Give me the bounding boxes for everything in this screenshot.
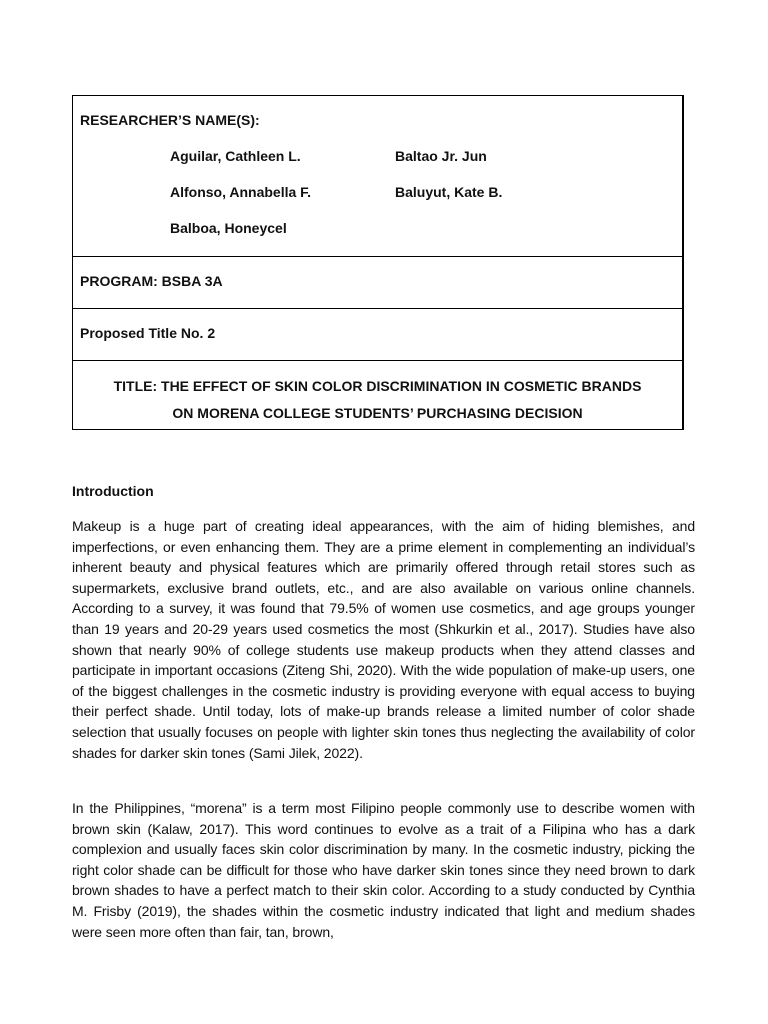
research-title-line-1: TITLE: THE EFFECT OF SKIN COLOR DISCRIMINATION IN COSMETIC BRANDS <box>113 378 642 394</box>
title-row <box>73 361 682 429</box>
researchers-row <box>73 96 682 257</box>
proposed-title-label: Proposed Title No. 2 <box>80 325 216 341</box>
research-title <box>73 373 682 427</box>
program-label: PROGRAM: BSBA 3A <box>80 273 223 289</box>
program-row <box>73 257 682 309</box>
researcher-name: Alfonso, Annabella F. <box>170 184 312 200</box>
research-title-line-2: ON MORENA COLLEGE STUDENTS’ PURCHASING DECISION <box>172 405 583 421</box>
researcher-name: Baluyut, Kate B. <box>395 184 503 200</box>
section-heading: Introduction <box>72 483 154 499</box>
body-paragraph: In the Philippines, “morena” is a term most Filipino people commonly use to describe women with brown skin (Kalaw, 2017). This word continues to evolve as a trait of a Filipina who has a dark complexion and usually faces skin color discrimination by many. In the cosmetic industry, picking the right color shade can be difficult for those who have darker skin tones since they need brown to dark brown shades to have a perfect match to their skin color. According to a study conducted by Cynthia M. Frisby (2019), the shades within the cosmetic industry indicated that light and medium shades were seen more often than fair, tan, brown, <box>72 800 695 940</box>
researchers-label: RESEARCHER’S NAME(S): <box>80 112 260 128</box>
researcher-name: Aguilar, Cathleen L. <box>170 148 301 164</box>
body-paragraph: Makeup is a huge part of creating ideal appearances, with the aim of hiding blemishes, and imperfections, or even enhancing them. They are a prime element in complementing an individual’s inherent beauty and physical features which are primarily offered through retail stores such as supermarkets, exclusive brand outlets, etc., and are also available on various online channels. According to a survey, it was found that 79.5% of women use cosmetics, and age groups younger than 19 years and 20-29 years used cosmetics the most (Shkurkin et al., 2017). Studies have also shown that nearly 90% of college students use makeup products when they attend classes and participate in important occasions (Ziteng Shi, 2020). With the wide population of make-up users, one of the biggest challenges in the cosmetic industry is providing everyone with equal access to buying their perfect shade. Until today, lots of make-up brands release a limited number of color shade selection that usually focuses on people with lighter skin tones thus neglecting the availability of color shades for darker skin tones (Sami Jilek, 2022). <box>72 518 695 761</box>
researcher-name: Baltao Jr. Jun <box>395 148 487 164</box>
proposed-title-row <box>73 309 682 361</box>
researcher-info-table <box>72 95 684 430</box>
researcher-name: Balboa, Honeycel <box>170 220 287 236</box>
